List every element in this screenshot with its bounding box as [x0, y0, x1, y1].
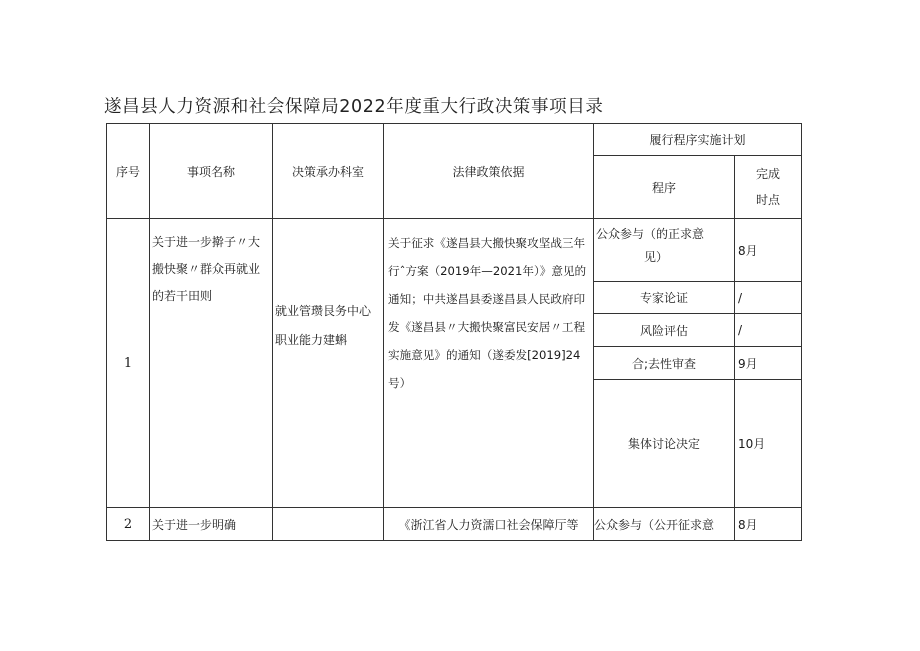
row2-procedure: 公众参与（公开征求意 [594, 508, 735, 541]
row1-seq: 1 [107, 219, 150, 508]
row2-department [273, 508, 384, 541]
row1-time-legality: 9月 [735, 347, 802, 380]
header-department: 决策承办科室 [273, 124, 384, 219]
header-completion-line2: 时点 [756, 193, 781, 207]
row2-seq: 2 [107, 508, 150, 541]
header-plan: 履行程序实施计划 [594, 124, 802, 156]
row1-item-name: 关于进一步擀子〃大搬快聚〃群众再就业的若干田则 [150, 219, 273, 508]
page-title: 遂昌县人力资源和社会保障局2022年度重大行政决策事项目录 [104, 97, 604, 117]
row1-procedure-expert: 专家论证 [594, 282, 735, 314]
row2-legal-basis: 《浙江省人力资濡口社会保障厅等 [384, 508, 594, 541]
row1-procedure-public-line1: 公众参与（的正求意 [596, 227, 705, 241]
header-legal-basis: 法律政策依据 [384, 124, 594, 219]
row1-department: 就业管瓒艮务中心职业能力建蝌 [273, 219, 384, 508]
row1-time-risk: / [735, 314, 802, 347]
row1-time-collective: 10月 [735, 380, 802, 508]
decision-catalog-table [106, 123, 802, 541]
header-item-name: 事项名称 [150, 124, 273, 219]
header-procedure: 程序 [594, 156, 735, 219]
row1-procedure-legality: 合;去性审查 [594, 347, 735, 380]
row1-procedure-public [594, 219, 735, 282]
row1-procedure-collective: 集体讨论决定 [594, 380, 735, 508]
row2-item-name: 关于进一步明确 [150, 508, 273, 541]
row2-time: 8月 [735, 508, 802, 541]
row1-procedure-risk: 风险评估 [594, 314, 735, 347]
row1-time-expert: / [735, 282, 802, 314]
row1-time-public: 8月 [735, 219, 802, 282]
row1-legal-basis: 关于征求《遂昌县大搬快聚攻坚战三年行ˆ方案（2019年—2021年）》意见的通知；中共遂昌县委遂昌县人民政府印发《遂昌县〃大搬快聚富民安居〃工程实施意见》的通知（遂委发[2019]24号） [384, 219, 594, 508]
row1-procedure-public-line2: 见） [644, 250, 669, 264]
header-completion-line1: 完成 [756, 167, 781, 181]
header-seq: 序号 [107, 124, 150, 219]
header-completion [735, 156, 802, 219]
